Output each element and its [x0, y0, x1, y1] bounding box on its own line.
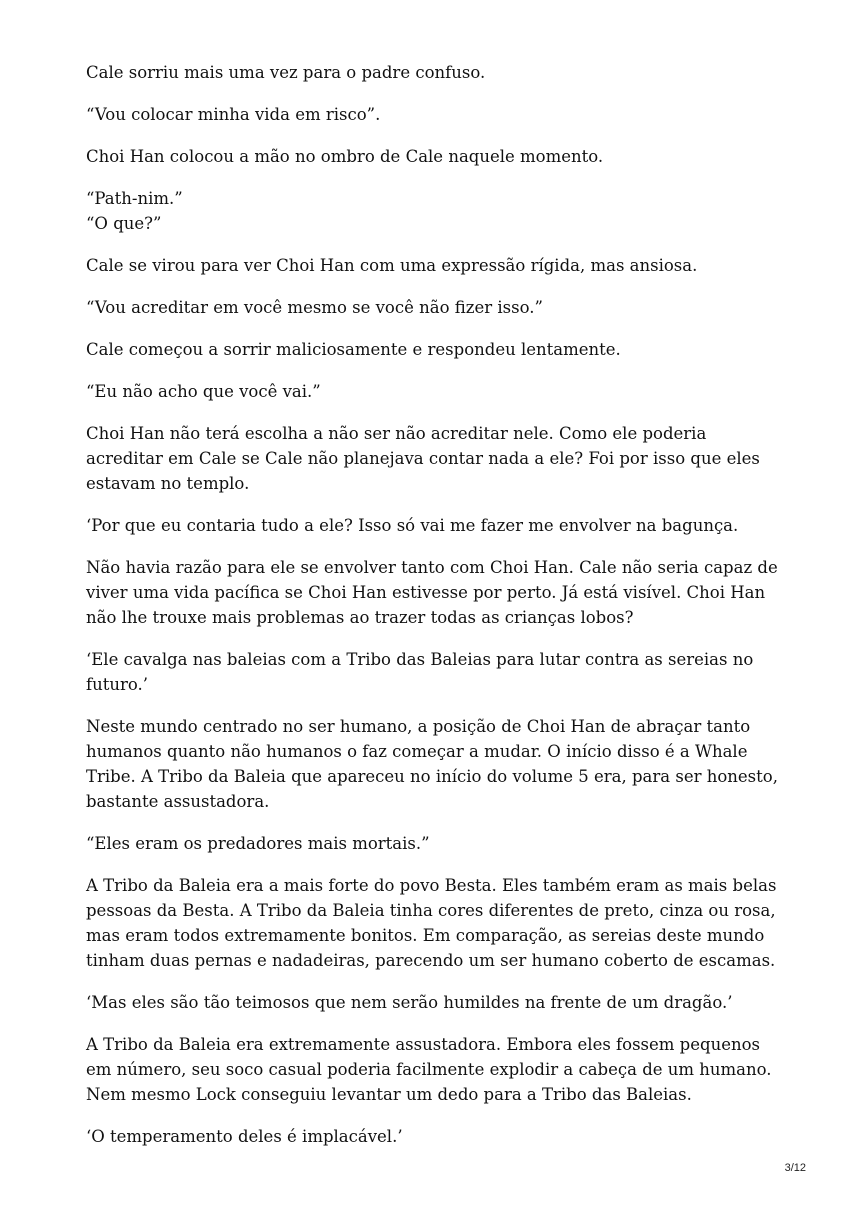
- paragraph: Não havia razão para ele se envolver tanto com Choi Han. Cale não seria capaz de viver uma vida pacífica se Choi Han estivesse por perto. Já está visível. Choi Han não lhe trouxe mais problemas ao trazer todas as crianças lobos?: [86, 558, 778, 627]
- paragraph: ‘O temperamento deles é implacável.’: [86, 1127, 403, 1146]
- paragraph: “Path-nim.”: [86, 189, 183, 208]
- paragraph: Cale se virou para ver Choi Han com uma expressão rígida, mas ansiosa.: [86, 256, 698, 275]
- document-body: [86, 60, 786, 1166]
- paragraph: ‘Por que eu contaria tudo a ele? Isso só vai me fazer me envolver na bagunça.: [86, 516, 739, 535]
- paragraph: Cale sorriu mais uma vez para o padre confuso.: [86, 63, 486, 82]
- paragraph: A Tribo da Baleia era extremamente assustadora. Embora eles fossem pequenos em número, seu soco casual poderia facilmente explodir a cabeça de um humano. Nem mesmo Lock conseguiu levantar um dedo para a Tribo das Baleias.: [86, 1035, 772, 1104]
- paragraph: ‘Mas eles são tão teimosos que nem serão humildes na frente de um dragão.’: [86, 993, 733, 1012]
- paragraph: “Vou acreditar em você mesmo se você não fizer isso.”: [86, 298, 543, 317]
- paragraph: “Eles eram os predadores mais mortais.”: [86, 834, 430, 853]
- paragraph: “Vou colocar minha vida em risco”.: [86, 105, 381, 124]
- paragraph: “O que?”: [86, 214, 162, 233]
- paragraph: “Eu não acho que você vai.”: [86, 382, 321, 401]
- paragraph: Cale começou a sorrir maliciosamente e respondeu lentamente.: [86, 340, 621, 359]
- paragraph: A Tribo da Baleia era a mais forte do povo Besta. Eles também eram as mais belas pessoas da Besta. A Tribo da Baleia tinha cores diferentes de preto, cinza ou rosa, mas eram todos extremamente bonitos. Em comparação, as sereias deste mundo tinham duas pernas e nadadeiras, parecendo um ser humano coberto de escamas.: [86, 876, 777, 970]
- paragraph: Neste mundo centrado no ser humano, a posição de Choi Han de abraçar tanto humanos quanto não humanos o faz começar a mudar. O início disso é a Whale Tribe. A Tribo da Baleia que apareceu no início do volume 5 era, para ser honesto, bastante assustadora.: [86, 717, 778, 811]
- paragraph: ‘Ele cavalga nas baleias com a Tribo das Baleias para lutar contra as sereias no futuro.’: [86, 650, 754, 694]
- paragraph: Choi Han não terá escolha a não ser não acreditar nele. Como ele poderia acreditar em Cale se Cale não planejava contar nada a ele? Foi por isso que eles estavam no templo.: [86, 424, 760, 493]
- paragraph: Choi Han colocou a mão no ombro de Cale naquele momento.: [86, 147, 604, 166]
- page-number: 3/12: [784, 1162, 806, 1174]
